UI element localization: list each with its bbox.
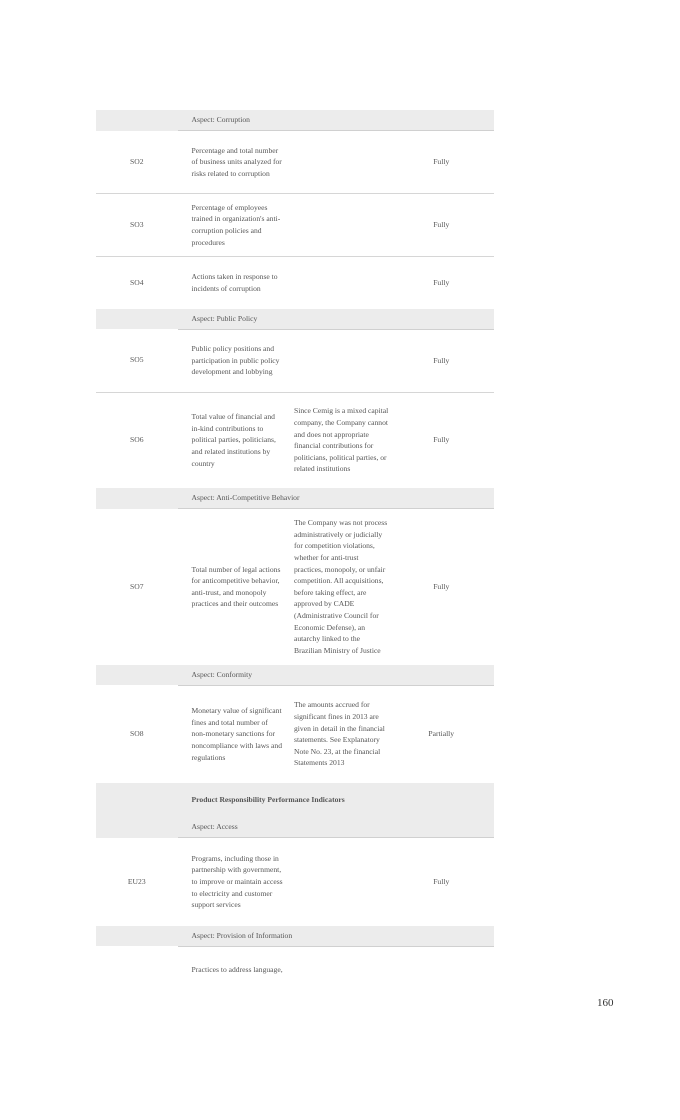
aspect-header-conformity — [96, 665, 494, 686]
indicator-description: Public policy positions and participation in public policy development and lobbying — [178, 329, 283, 392]
reporting-status: Fully — [433, 581, 450, 591]
table-row-so7 — [96, 509, 494, 665]
reporting-status: Fully — [388, 194, 494, 257]
table-row-so2 — [96, 131, 494, 194]
aspect-header-anti-competitive — [96, 488, 494, 509]
indicator-description: Programs, including those in partnership with government, to improve or maintain access to electricity and customer support services — [191, 853, 283, 910]
page-number: 160 — [597, 997, 614, 1009]
aspect-header-provision-of-information — [96, 926, 494, 947]
aspect-label: Aspect: Public Policy — [178, 309, 494, 330]
indicator-description: Actions taken in response to incidents of corruption — [191, 272, 278, 293]
indicator-code — [96, 946, 178, 994]
indicator-description: Percentage of employees trained in organization's anti-corruption policies and procedures — [178, 194, 283, 257]
indicator-comment — [283, 194, 388, 257]
indicator-description: Total number of legal actions for anticompetitive behavior, anti-trust, and monopoly practices and their outcomes — [191, 564, 281, 609]
indicator-code: SO7 — [130, 581, 144, 591]
aspect-header-corruption — [96, 110, 494, 131]
indicator-comment: The amounts accrued for significant fines in 2013 are given in detail in the financial statements. See Explanatory Note No. 23, at the financial Statements 2013 — [294, 700, 385, 768]
reporting-status: Partially — [428, 729, 455, 739]
indicator-description: Monetary value of significant fines and total number of non-monetary sanctions for noncompliance with laws and regulations — [191, 706, 282, 762]
reporting-status — [388, 946, 494, 994]
indicator-comment: Since Cemig is a mixed capital company, the Company cannot and does not appropriate financial contributions for politicians, political parties, or related institutions — [294, 406, 389, 474]
reporting-status: Fully — [433, 277, 450, 287]
gri-indicator-table — [96, 110, 494, 994]
indicator-code: SO3 — [96, 194, 178, 257]
table-row-eu23 — [96, 838, 494, 926]
reporting-status: Fully — [433, 435, 450, 445]
indicator-code: SO8 — [130, 729, 144, 739]
table-row-so5 — [96, 329, 494, 392]
table-row-so3 — [96, 194, 494, 257]
aspect-header-public-policy — [96, 309, 494, 330]
indicator-comment — [283, 946, 388, 994]
table-row-so4 — [96, 257, 494, 309]
aspect-header-access — [96, 817, 494, 838]
aspect-label: Aspect: Provision of Information — [178, 926, 494, 947]
indicator-code: SO6 — [130, 435, 144, 445]
table-row-so8 — [96, 685, 494, 783]
indicator-comment — [283, 329, 388, 392]
indicator-code: SO5 — [96, 329, 178, 392]
section-header-product-responsibility — [96, 783, 494, 817]
indicator-comment — [283, 838, 388, 926]
indicator-description: Total value of financial and in-kind contributions to political parties, politicians, and related institutions by country — [191, 412, 276, 468]
aspect-label: Aspect: Access — [178, 817, 494, 838]
section-label: Product Responsibility Performance Indicators — [178, 783, 494, 817]
indicator-comment — [283, 131, 388, 194]
indicator-description: Percentage and total number of business units analyzed for risks related to corruption — [178, 131, 283, 194]
aspect-label: Aspect: Anti-Competitive Behavior — [178, 488, 494, 509]
indicator-code: SO2 — [96, 131, 178, 194]
indicator-comment — [283, 257, 388, 309]
aspect-label: Aspect: Conformity — [178, 665, 494, 686]
reporting-status: Fully — [388, 131, 494, 194]
aspect-label: Aspect: Corruption — [178, 110, 494, 131]
indicator-comment: The Company was not process administratively or judicially for competition violations, whether for anti-trust practices, monopoly, or unfair competition. All acquisitions, before taking effect, are approved by CADE (Administrative Council for Economic Defense), an autarchy linked to the Brazilian Ministry of Justice — [294, 518, 388, 655]
indicator-code: EU23 — [127, 876, 146, 886]
indicator-description: Practices to address language, — [191, 965, 283, 975]
reporting-status: Fully — [433, 876, 450, 886]
indicator-code: SO4 — [130, 277, 144, 287]
reporting-status: Fully — [388, 329, 494, 392]
table-row-truncated — [96, 946, 494, 994]
table-row-so6 — [96, 392, 494, 488]
